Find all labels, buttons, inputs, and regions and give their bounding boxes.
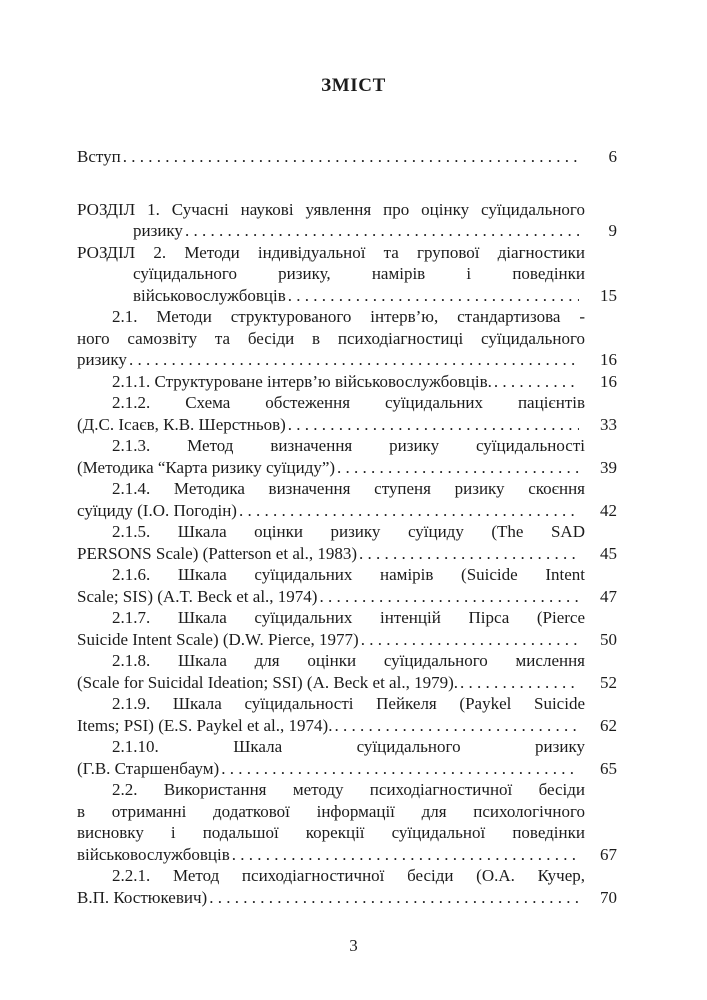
toc-line: РОЗДІЛ 2. Методи індивідуальної та групової діагностики <box>77 242 585 262</box>
toc-page-number: 65 <box>600 758 617 778</box>
toc-line-text: ризику <box>133 221 183 240</box>
toc-line-text: суїциду (І.О. Погодін) <box>77 500 237 520</box>
page-number-footer: 3 <box>349 936 358 955</box>
leader-dots <box>337 457 579 479</box>
toc-line-text: (Д.С. Ісаєв, К.В. Шерстньов) <box>77 414 286 434</box>
toc-line <box>77 146 617 168</box>
toc-line <box>77 629 617 651</box>
toc-page-number: 39 <box>600 457 617 477</box>
toc-page-number: 33 <box>600 414 617 434</box>
toc-line-text: 2.1.1. Структуроване інтерв’ю військовослужбовців. <box>112 371 492 391</box>
toc-line-text: PERSONS Scale) (Patterson et al., 1983) <box>77 543 357 563</box>
toc-line-text: (Г.В. Старшенбаум) <box>77 758 220 778</box>
toc-entry <box>77 371 617 393</box>
toc-line <box>77 285 617 307</box>
toc-line-text: В.П. Костюкевич) <box>77 887 208 907</box>
leader-dots <box>129 349 579 371</box>
leader-dots <box>185 220 579 242</box>
toc-page-number: 16 <box>600 350 617 369</box>
toc-line: висновку і подальшої корекції суїцидальної поведінки <box>77 823 585 842</box>
leader-dots <box>288 414 579 436</box>
toc-line <box>77 414 617 436</box>
toc-entry <box>77 199 617 242</box>
leader-dots <box>359 543 579 565</box>
toc-entry <box>77 693 617 736</box>
toc-line-text: Вступ <box>77 147 121 166</box>
toc-line <box>77 500 617 522</box>
toc-line <box>77 586 617 608</box>
toc-entry <box>77 435 617 478</box>
toc-line: 2.2.1. Метод психодіагностичної бесіди (О.А. Кучер, <box>112 866 585 885</box>
toc-page-number: 67 <box>600 844 617 864</box>
toc-line <box>77 349 617 371</box>
toc-entry <box>77 242 617 307</box>
toc-entry <box>77 736 617 779</box>
toc-line-text: військовослужбовців <box>133 285 286 305</box>
toc-line: 2.2. Використання методу психодіагностичної бесіди <box>112 780 585 799</box>
toc-line-text: військовослужбовців <box>77 844 230 864</box>
toc-line: 2.1. Методи структурованого інтерв’ю, стандартизова - <box>112 307 585 326</box>
leader-dots <box>319 586 579 608</box>
toc-page-number: 15 <box>600 285 617 305</box>
leader-dots <box>209 887 579 909</box>
toc-line <box>77 887 617 909</box>
toc-line: 2.1.9. Шкала суїцидальності Пейкеля (Paykel Suicide <box>112 694 585 713</box>
toc-entry <box>77 146 617 168</box>
toc-line: суїцидального ризику, намірів і поведінки <box>133 264 585 283</box>
leader-dots <box>460 672 579 694</box>
toc-page-number: 6 <box>608 147 617 166</box>
toc-line-text: Items; PSI) (E.S. Paykel et al., 1974). <box>77 715 333 735</box>
toc-line: 2.1.6. Шкала суїцидальних намірів (Suicide Intent <box>112 565 585 584</box>
leader-dots <box>288 285 579 307</box>
toc-line <box>77 758 617 780</box>
toc-entry <box>77 306 617 371</box>
leader-dots <box>239 500 579 522</box>
toc-line-text: (Методика “Карта ризику суїциду”) <box>77 457 336 477</box>
leader-dots <box>221 758 579 780</box>
toc-entry <box>77 564 617 607</box>
toc-line: РОЗДІЛ 1. Сучасні наукові уявлення про оцінку суїцидального <box>77 199 585 219</box>
toc-line <box>77 220 617 242</box>
toc-line-text: Scale; SIS) (A.T. Beck et al., 1974) <box>77 586 318 606</box>
toc-entry <box>77 478 617 521</box>
toc-line: 2.1.5. Шкала оцінки ризику суїциду (The SAD <box>112 522 585 541</box>
toc-entry <box>77 779 617 865</box>
toc <box>77 146 617 908</box>
toc-page-number: 52 <box>600 672 617 692</box>
toc-line: 2.1.3. Метод визначення ризику суїцидальності <box>112 436 585 455</box>
toc-line: ного самозвіту та бесіди в психодіагностиці суїцидального <box>77 328 585 348</box>
toc-page-number: 42 <box>600 500 617 520</box>
toc-line: 2.1.8. Шкала для оцінки суїцидального мислення <box>112 651 585 670</box>
toc-page-number: 70 <box>600 887 617 907</box>
toc-line <box>77 457 617 479</box>
toc-line: 2.1.4. Методика визначення ступеня ризику скоєння <box>112 479 585 498</box>
toc-line-text: Suicide Intent Scale) (D.W. Pierce, 1977) <box>77 629 359 649</box>
toc-page-number: 45 <box>600 543 617 563</box>
toc-line <box>77 672 617 694</box>
toc-line-text: (Scale for Suicidal Ideation; SSI) (A. Beck et al., 1979). <box>77 672 458 692</box>
toc-line-text: ризику <box>77 350 127 369</box>
toc-page-number: 16 <box>600 371 617 391</box>
toc-page-number: 47 <box>600 586 617 606</box>
toc-line: 2.1.2. Схема обстеження суїцидальних пацієнтів <box>112 393 585 412</box>
toc-entry <box>77 865 617 908</box>
toc-entry <box>77 521 617 564</box>
toc-line <box>77 543 617 565</box>
toc-title: ЗМІСТ <box>321 75 386 96</box>
toc-page-number: 50 <box>600 629 617 649</box>
toc-entry <box>77 392 617 435</box>
toc-entry <box>77 650 617 693</box>
leader-dots <box>334 715 579 737</box>
leader-dots <box>232 844 579 866</box>
leader-dots <box>123 146 579 168</box>
leader-dots <box>361 629 579 651</box>
toc-page-number: 62 <box>600 715 617 735</box>
toc-line <box>77 715 617 737</box>
toc-line <box>77 371 617 393</box>
toc-page-number: 9 <box>608 221 617 240</box>
toc-line <box>77 844 617 866</box>
toc-entry <box>77 607 617 650</box>
toc-line: 2.1.10. Шкала суїцидального ризику <box>112 737 585 756</box>
toc-line: 2.1.7. Шкала суїцидальних інтенцій Пірса (Pierce <box>112 608 585 627</box>
toc-line: в отриманні додаткової інформації для психологічного <box>77 801 585 821</box>
leader-dots <box>494 371 579 393</box>
